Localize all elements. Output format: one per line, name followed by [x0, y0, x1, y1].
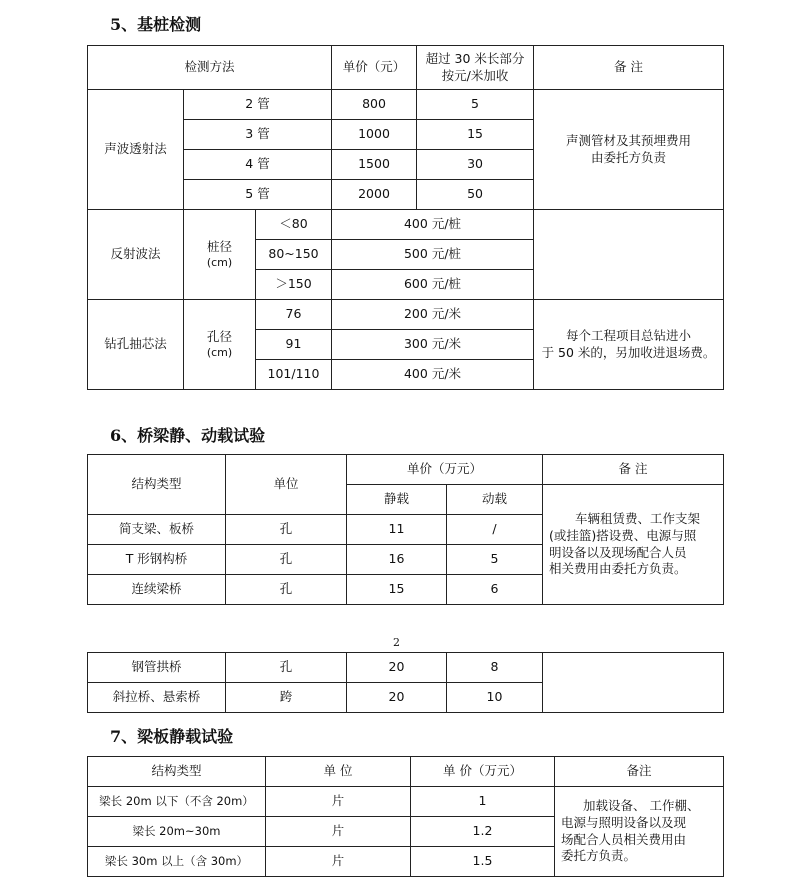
table-row-dynamic: / [447, 515, 543, 545]
reflect-sub [184, 210, 256, 300]
sonic-extra: 15 [417, 120, 534, 150]
table-row-type: 梁长 30m 以上（含 30m） [88, 847, 266, 877]
sonic-label: 声波透射法 [88, 90, 184, 210]
table-row-price: 1.5 [411, 847, 555, 877]
core-size: 76 [256, 300, 332, 330]
beam-note [555, 787, 724, 877]
header-method: 检测方法 [88, 46, 332, 90]
core-size: 101/110 [256, 360, 332, 390]
core-price: 300 元/米 [332, 330, 534, 360]
reflect-price: 500 元/桩 [332, 240, 534, 270]
reflect-note [534, 210, 724, 300]
sonic-pipes: 2 管 [184, 90, 332, 120]
beam-note-line2: 电源与照明设备以及现 [561, 814, 687, 830]
table-row-unit: 孔 [226, 575, 347, 605]
table-row-dynamic: 8 [447, 653, 543, 683]
core-size: 91 [256, 330, 332, 360]
core-sub-line2: (cm) [206, 345, 233, 359]
table-row-type: 梁长 20m 以下（不含 20m） [88, 787, 266, 817]
reflect-price: 400 元/桩 [332, 210, 534, 240]
bridge-note-line2: (或挂篮)搭设费、电源与照 [549, 527, 697, 543]
section-7-title: 7、梁板静载试验 [110, 727, 234, 746]
sonic-pipes: 4 管 [184, 150, 332, 180]
table-row-static: 11 [347, 515, 447, 545]
table-row-dynamic: 5 [447, 545, 543, 575]
reflect-label: 反射波法 [88, 210, 184, 300]
table-row-unit: 孔 [226, 545, 347, 575]
bridge-load-table-continued [87, 652, 724, 713]
sonic-extra: 30 [417, 150, 534, 180]
sonic-extra: 5 [417, 90, 534, 120]
sonic-price: 1500 [332, 150, 417, 180]
table-row-type: T 形钢构桥 [88, 545, 226, 575]
reflect-price: 600 元/桩 [332, 270, 534, 300]
core-note [534, 300, 724, 390]
sonic-price: 800 [332, 90, 417, 120]
bridge-note [543, 485, 724, 605]
header-extra [417, 46, 534, 90]
reflect-size: 80~150 [256, 240, 332, 270]
table-row-static: 20 [347, 653, 447, 683]
reflect-size: ＞150 [256, 270, 332, 300]
reflect-sub-line1: 桩径 [206, 238, 232, 254]
sonic-price: 2000 [332, 180, 417, 210]
header-price: 单价（万元） [347, 455, 543, 485]
header-price: 单 价（万元） [411, 757, 555, 787]
bridge-note-line3: 明设备以及现场配合人员 [549, 544, 687, 560]
table-row-unit: 片 [266, 787, 411, 817]
table-row-type: 钢管拱桥 [88, 653, 226, 683]
beam-load-table [87, 756, 724, 877]
sonic-note-line1: 声测管材及其预埋费用 [566, 132, 692, 148]
table-row-static: 20 [347, 683, 447, 713]
table-row-type: 简支梁、板桥 [88, 515, 226, 545]
table-row-dynamic: 10 [447, 683, 543, 713]
core-note-line2: 于 50 米的，另加收进退场费。 [541, 344, 716, 360]
beam-note-line3: 场配合人员相关费用由 [561, 831, 687, 847]
header-price: 单价（元） [332, 46, 417, 90]
header-unit: 单 位 [266, 757, 411, 787]
sonic-note [534, 90, 724, 210]
table-row-unit: 跨 [226, 683, 347, 713]
bridge-note-line4: 相关费用由委托方负责。 [549, 561, 687, 577]
header-unit: 单位 [226, 455, 347, 515]
core-price: 400 元/米 [332, 360, 534, 390]
table-row-type: 斜拉桥、悬索桥 [88, 683, 226, 713]
sonic-price: 1000 [332, 120, 417, 150]
sonic-note-line2: 由委托方负责 [591, 149, 667, 165]
core-note-line1: 每个工程项目总钻进小 [566, 327, 692, 343]
sonic-pipes: 5 管 [184, 180, 332, 210]
table-row-type: 连续梁桥 [88, 575, 226, 605]
reflect-sub-line2: (cm) [206, 255, 233, 269]
sonic-extra: 50 [417, 180, 534, 210]
table-row-dynamic: 6 [447, 575, 543, 605]
table-row-unit: 片 [266, 817, 411, 847]
table-row-price: 1 [411, 787, 555, 817]
section-6-title: 6、桥梁静、动载试验 [110, 426, 266, 445]
beam-note-line4: 委托方负责。 [561, 848, 637, 864]
bridge-note-line1: 车辆租赁费、工作支架 [575, 510, 701, 526]
page-number: 2 [393, 636, 400, 649]
header-note: 备注 [555, 757, 724, 787]
core-sub [184, 300, 256, 390]
header-type: 结构类型 [88, 455, 226, 515]
core-sub-line1: 孔径 [206, 328, 232, 344]
reflect-size: ＜80 [256, 210, 332, 240]
section-5-title: 5、基桩检测 [110, 15, 202, 34]
header-extra-line2: 按元/米加收 [441, 67, 509, 83]
header-dynamic: 动载 [447, 485, 543, 515]
table-row-price: 1.2 [411, 817, 555, 847]
header-extra-line1: 超过 30 米长部分 [425, 50, 525, 66]
core-label: 钻孔抽芯法 [88, 300, 184, 390]
beam-note-line1: 加载设备、 工作棚、 [583, 797, 700, 813]
table-row-unit: 孔 [226, 515, 347, 545]
sonic-pipes: 3 管 [184, 120, 332, 150]
header-type: 结构类型 [88, 757, 266, 787]
table-row-unit: 孔 [226, 653, 347, 683]
header-note: 备 注 [543, 455, 724, 485]
core-price: 200 元/米 [332, 300, 534, 330]
table-row-unit: 片 [266, 847, 411, 877]
table-row-static: 15 [347, 575, 447, 605]
header-note: 备 注 [534, 46, 724, 90]
table-row-type: 梁长 20m~30m [88, 817, 266, 847]
continued-note [543, 653, 724, 713]
table-row-static: 16 [347, 545, 447, 575]
header-static: 静载 [347, 485, 447, 515]
bridge-load-table [87, 454, 724, 605]
pile-testing-table [87, 45, 724, 390]
